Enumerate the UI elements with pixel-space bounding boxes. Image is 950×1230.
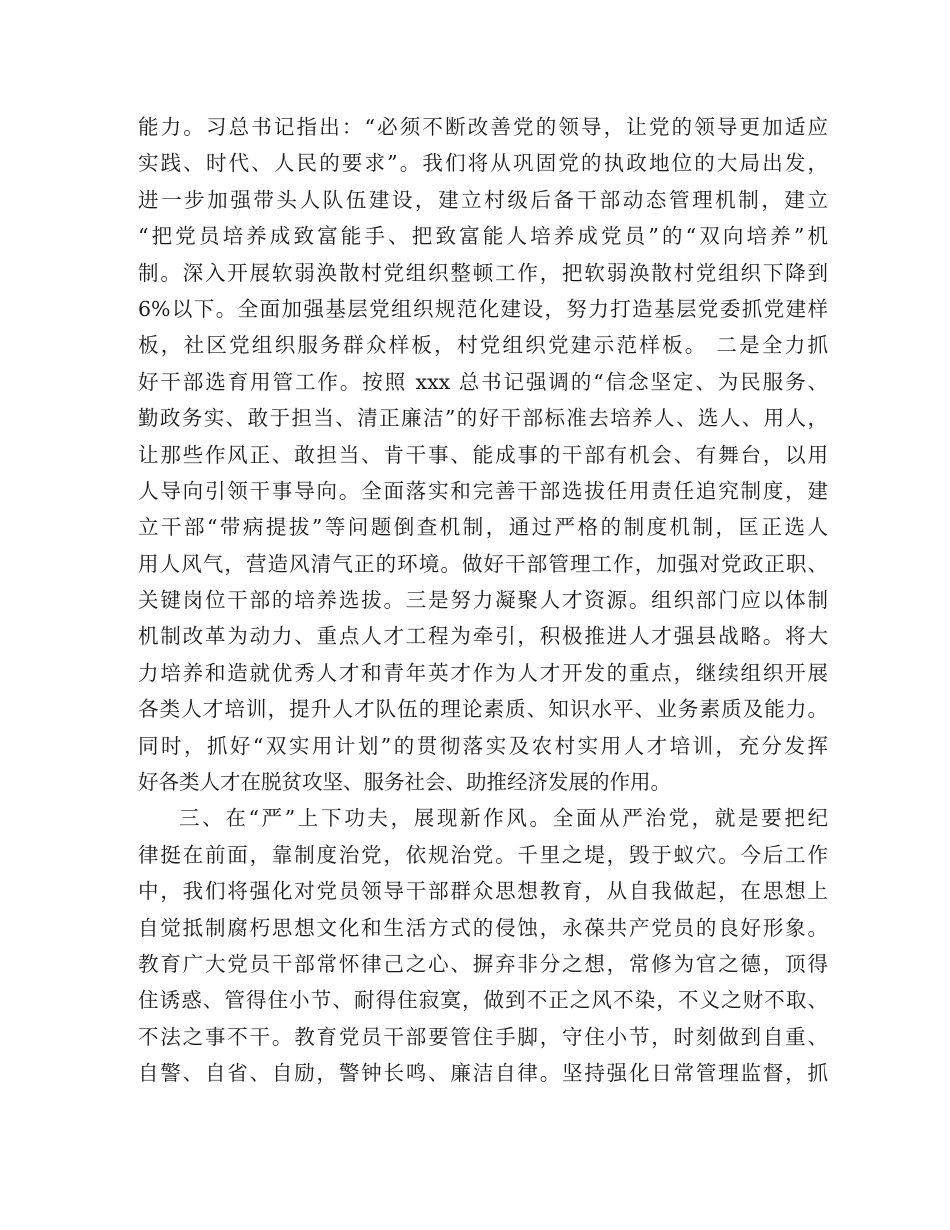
paragraph-p2 bbox=[138, 800, 828, 1091]
text-line: 立干部“带病提拔”等问题倒查机制，通过严格的制度机制，匡正选人 bbox=[138, 515, 828, 540]
text-line: 各类人才培训，提升人才队伍的理论素质、知识水平、业务素质及能力。 bbox=[138, 697, 828, 722]
body-text bbox=[138, 109, 828, 1092]
text-line: 自觉抵制腐朽思想文化和生活方式的侵蚀，永葆共产党员的良好形象。 bbox=[138, 915, 828, 940]
text-line: 机制改革为动力、重点人才工程为牵引，积极推进人才强县战略。将大 bbox=[138, 624, 828, 649]
text-line: 住诱惑、管得住小节、耐得住寂寞，做到不正之风不染，不义之财不取、 bbox=[138, 988, 828, 1013]
text-line: 勤政务实、敢于担当、清正廉洁”的好干部标准去培养人、选人、用人， bbox=[138, 406, 828, 431]
text-line: 教育广大党员干部常怀律己之心、摒弃非分之想，常修为官之德，顶得 bbox=[138, 951, 828, 976]
text-line: 人导向引领干事导向。全面落实和完善干部选拔任用责任追究制度，建 bbox=[138, 478, 828, 503]
text-line: 好各类人才在脱贫攻坚、服务社会、助推经济发展的作用。 bbox=[138, 770, 671, 795]
text-line: 力培养和造就优秀人才和青年英才作为人才开发的重点，继续组织开展 bbox=[138, 660, 828, 685]
text-line: 三、在“严”上下功夫，展现新作风。全面从严治党，就是要把纪 bbox=[179, 806, 828, 831]
text-line: 关键岗位干部的培养选拔。三是努力凝聚人才资源。组织部门应以体制 bbox=[138, 588, 828, 613]
text-line: 板，社区党组织服务群众样板，村党组织党建示范样板。 二是全力抓 bbox=[138, 333, 828, 358]
text-line: “把党员培养成致富能手、把致富能人培养成党员”的“双向培养”机 bbox=[138, 224, 828, 249]
text-line: 进一步加强带头人队伍建设，建立村级后备干部动态管理机制，建立 bbox=[138, 187, 828, 212]
text-line: 能力。习总书记指出：“必须不断改善党的领导，让党的领导更加适应 bbox=[138, 115, 828, 139]
text-line: 6%以下。全面加强基层党组织规范化建设，努力打造基层党委抓党建样 bbox=[138, 296, 828, 321]
text-line: 同时，抓好“双实用计划”的贯彻落实及农村实用人才培训，充分发挥 bbox=[138, 733, 828, 758]
paragraph-p1 bbox=[138, 109, 828, 800]
text-line: 用人风气，营造风清气正的环境。做好干部管理工作，加强对党政正职、 bbox=[138, 551, 828, 576]
text-line: 制。深入开展软弱涣散村党组织整顿工作，把软弱涣散村党组织下降到 bbox=[138, 260, 828, 285]
text-line: 好干部选育用管工作。按照 xxx 总书记强调的“信念坚定、为民服务、 bbox=[138, 369, 828, 394]
text-line: 中，我们将强化对党员领导干部群众思想教育，从自我做起，在思想上 bbox=[138, 879, 828, 904]
text-line: 不法之事不干。教育党员干部要管住手脚，守住小节，时刻做到自重、 bbox=[138, 1024, 828, 1049]
text-line: 让那些作风正、敢担当、肯干事、能成事的干部有机会、有舞台，以用 bbox=[138, 442, 828, 467]
text-line: 律挺在前面，靠制度治党，依规治党。千里之堤，毁于蚁穴。今后工作 bbox=[138, 842, 828, 867]
text-line: 实践、时代、人民的要求”。我们将从巩固党的执政地位的大局出发， bbox=[138, 151, 828, 176]
text-line: 自警、自省、自励，警钟长鸣、廉洁自律。坚持强化日常管理监督，抓 bbox=[138, 1061, 828, 1086]
